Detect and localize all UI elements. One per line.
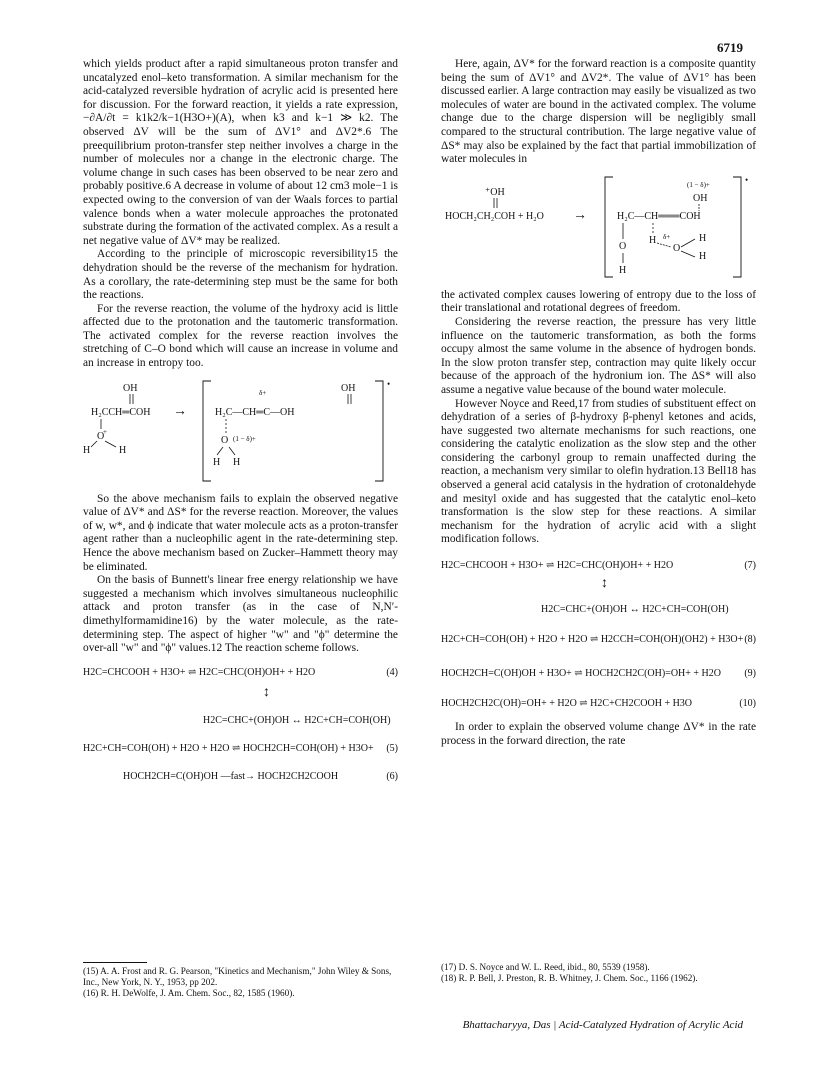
left-paragraph-1: which yields product after a rapid simultaneous proton transfer and uncatalyzed enol–keto transformation. A similar mechanism for the acid-catalyzed reversible hydration of acrylic acid is presented here for discussion. For the forward reaction, it yields a rate expression, −∂A/∂t = k1k2/k−1(H3O+)(A), when k3 and k−1 ≫ k2. The observed ΔV will be the sum of ΔV1° and ΔV2*.6 The preequilibrium proton-transfer step neither involves a charge in the number of molecules nor a change in the electronic charge. The volume change in such cases has been observed to be near zero and probably positive.6 A decrease in volume of about 12 cm3 mole−1 is expected owing to the conversion of van der Waals forces to partial valence bonds when a water molecule approaches the protonated substrate during the formation of the activated complex. As a result a net negative value of ΔV* may be realized. [83,58,398,247]
footnote-18: (18) R. P. Bell, J. Preston, R. B. Whitney, J. Chem. Soc., 1166 (1962). [441,973,698,983]
equation-6-number: (6) [386,770,398,782]
svg-text:⁺OH: ⁺OH [485,186,505,198]
equation-5 [83,738,398,760]
svg-text:H: H [83,444,91,456]
forward-complex-structure [441,173,756,283]
svg-text:OH: OH [693,192,708,204]
right-paragraph-1: Here, again, ΔV* for the forward reaction is a composite quantity being the sum of ΔV1° and ΔV2*. The value of ΔV1° has been discussed earlier. A large contraction may easily be visualized as two molecules of water are bound in the activated complex. The volume change due to the charge dispersion will be negligibly small compared to the structural contribution. The large negative value of ΔS* may also be explained by the fact that partial immobilization of water molecules in [441,58,756,166]
page-number: 6719 [717,40,743,55]
tautomer-line-1 [83,710,398,732]
equation-9-number: (9) [744,668,756,680]
footnote-15: (15) A. A. Frost and R. G. Pearson, "Kinetics and Mechanism," John Wiley & Sons, Inc., New York, N. Y., 1953, pp 202. [83,966,392,987]
equation-9-text: HOCH2CH=C(OH)OH + H3O+ ⇌ HOCH2CH2C(OH)=OH+ + H2O [441,668,721,680]
svg-text:H₂CCH═COH: H₂CCH═COH [91,406,151,418]
equation-6-text: HOCH2CH=C(OH)OH —fast→ HOCH2CH2COOH [123,770,339,782]
equation-8-text: H2C+CH=COH(OH) + H2O + H2O ⇌ H2CCH=COH(OH)(OH2) + H3O+ [441,634,744,646]
equation-7-number: (7) [744,560,756,572]
svg-text:OH: OH [123,382,138,394]
equation-9 [441,663,756,685]
scheme-eq7-10 [441,555,756,715]
tautomer-arrow-2: ↕ [601,576,608,592]
right-paragraph-3: Considering the reverse reaction, the pressure has very little influence on the tautomeric transformation, as both the forms occupy almost the same volume in the absence of hydrogen bonds. In the slow proton transfer step, contraction may quite likely occur because of the approach of the hydronium ion. The ΔS* will also assume a negative value because of the bound water molecule. [441,315,756,396]
svg-text:H: H [233,456,241,468]
svg-text:+: + [103,427,107,436]
equation-4-number: (4) [386,666,398,678]
svg-text:δ+: δ+ [663,232,671,241]
left-paragraph-4: So the above mechanism fails to explain the observed negative value of ΔV* and ΔS* for the reverse reaction. Moreover, the values of w, w*, and ϕ indicate that water molecule acts as a proton-transfer agent rather than a nucleophilic agent in the rate-determining step. Hence the above mechanism based on Zucker–Hammett theory may be eliminated. [83,492,398,573]
svg-text:H: H [619,264,627,276]
svg-text:δ+: δ+ [259,388,267,397]
equation-6 [83,766,398,788]
svg-text:(1 − δ)+: (1 − δ)+ [687,180,710,189]
right-paragraph-5: In order to explain the observed volume change ΔV* in the rate process in the forward direction, the rate [441,721,756,747]
tautomer-text-2: H2C=CHC+(OH)OH ↔ H2C+CH=COH(OH) [541,604,729,616]
svg-text:O: O [221,434,229,446]
forward-complex-scheme [441,173,756,283]
footnote-16: (16) R. H. DeWolfe, J. Am. Chem. Soc., 82, 1585 (1960). [83,988,295,998]
svg-text:(1 − δ)+: (1 − δ)+ [233,434,256,443]
running-footer: Bhattacharyya, Das | Acid-Catalyzed Hydration of Acrylic Acid [462,1019,743,1031]
left-paragraph-2: According to the principle of microscopic reversibility15 the dehydration should be the reverse of the mechanism for hydration. As a corollary, the rate-determining step must be the same for both the reactions. [83,248,398,302]
svg-text:H: H [213,456,221,468]
right-paragraph-4: However Noyce and Reed,17 from studies of substituent effect on dehydration of a series of β-hydroxy β-phenyl ketones and acids, have suggested two alternate mechanisms for such reactions, one considering the catalytic enolization as the slow step and the other considering the carbonyl group to remain unaffected during the reaction, a mechanism very similar to olefin hydration.13 Bell18 has observed a general acid catalysis in the hydration of crotonaldehyde and mesityl oxide and has suggested that the catalytic enol–keto transformation is the slow step for these reactions. A similar mechanism for the hydration of acrylic acid with a slight modification follows. [441,397,756,546]
left-paragraph-3: For the reverse reaction, the volume of the hydroxy acid is little affected due to the protonation and the tautomeric transformation. The activated complex for the reverse reaction involves the stretching of C–O bond which will cause an increase in volume and an increase in entropy too. [83,302,398,370]
equation-10-text: HOCH2CH2C(OH)=OH+ + H2O ⇌ H2C+CH2COOH + H3O [441,698,693,710]
equation-5-text: H2C+CH=COH(OH) + H2O + H2O ⇌ HOCH2CH=COH(OH) + H3O+ [83,742,374,754]
footnotes-right [441,962,756,984]
svg-text:O: O [673,242,681,254]
svg-text:H: H [699,232,707,244]
svg-text:OH: OH [341,382,356,394]
tautomer-arrow-1: ↕ [263,684,270,700]
svg-text:•: • [387,378,391,389]
tautomer-text-1: H2C=CHC+(OH)OH ↔ H2C+CH=COH(OH) [203,714,391,726]
equation-7 [441,555,756,577]
svg-text:•: • [745,174,749,185]
svg-text:H: H [649,234,657,246]
svg-text:H: H [119,444,127,456]
footnotes-left [83,962,398,999]
tautomer-line-2 [441,599,756,621]
equation-10 [441,693,756,715]
svg-text:H₂C—CH═C—OH: H₂C—CH═C—OH [215,406,295,418]
reverse-complex-scheme [83,377,398,487]
equation-4-text: H2C=CHCOOH + H3O+ ⇌ H2C=CHC(OH)OH+ + H2O [83,666,316,678]
right-paragraph-2: the activated complex causes lowering of entropy due to the loss of their translational and rotational degrees of freedom. [441,288,756,315]
equation-7-text: H2C=CHCOOH + H3O+ ⇌ H2C=CHC(OH)OH+ + H2O [441,560,674,572]
reverse-complex-structure [83,377,398,487]
right-column [441,58,756,748]
svg-text:HOCH₂CH₂COH + H₂O: HOCH₂CH₂COH + H₂O [445,210,544,222]
left-paragraph-5: On the basis of Bunnett's linear free energy relationship we have suggested a mechanism which involves simultaneous nucleophilic attack and proton transfer (as in the case of N,N′-dimethylformamidine16) by the water molecule, as the rate-determining step. The aspect of higher "w" and "ϕ" determine the over-all "w" and "ϕ" values.12 The reaction scheme follows. [83,574,398,655]
equation-8 [441,629,756,651]
equation-4 [83,662,398,684]
scheme-eq4-6 [83,662,398,788]
equation-10-number: (10) [739,698,756,710]
footnote-rule [83,962,147,963]
equation-5-number: (5) [386,742,398,754]
footnote-17: (17) D. S. Noyce and W. L. Reed, ibid., 80, 5539 (1958). [441,962,650,972]
svg-text:→: → [173,403,187,419]
svg-text:→: → [573,207,587,223]
svg-text:O: O [97,430,105,442]
left-column [83,58,398,794]
svg-text:O: O [619,240,627,252]
equation-8-number: (8) [744,634,756,646]
svg-text:H: H [699,250,707,262]
svg-text:H₂C—CH═══COH: H₂C—CH═══COH [617,210,701,222]
